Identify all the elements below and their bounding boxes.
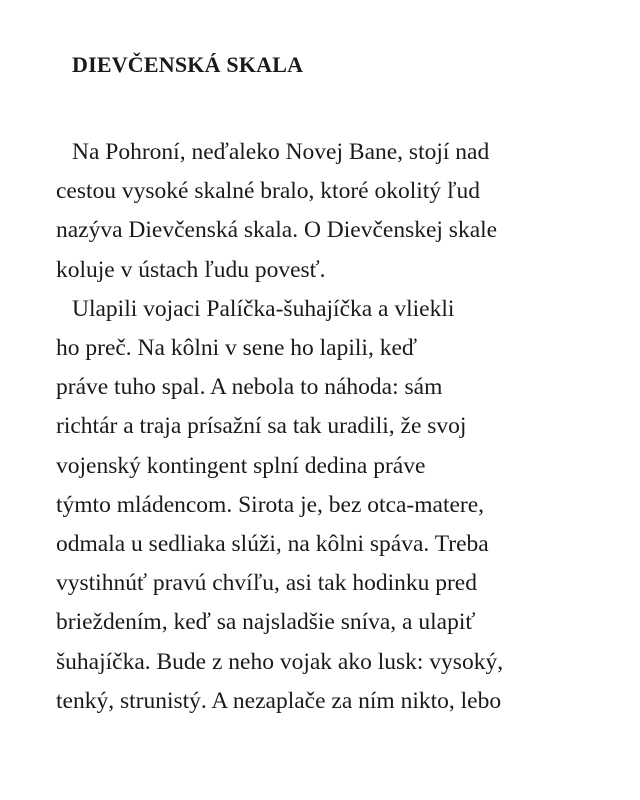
text-line: cestou vysoké skalné bralo, ktoré okolitý ľud	[56, 178, 480, 205]
text-line: nazýva Dievčenská skala. O Dievčenskej skale	[56, 217, 498, 244]
story-title: DIEVČENSKÁ SKALA	[72, 52, 304, 77]
text-line: odmala u sedliaka slúži, na kôlni spáva. Treba	[56, 531, 489, 558]
story-body	[56, 133, 586, 721]
text-line: práve tuho spal. A nebola to náhoda: sám	[56, 374, 443, 401]
text-line: Ulapili vojaci Palíčka-šuhajíčka a vliekli	[72, 295, 455, 322]
text-line: vojenský kontingent splní dedina práve	[56, 452, 426, 479]
text-line: koluje v ústach ľudu povesť.	[56, 256, 326, 283]
text-line: ho preč. Na kôlni v sene ho lapili, keď	[56, 335, 418, 362]
text-line: richtár a traja prísažní sa tak uradili, že svoj	[56, 413, 467, 440]
text-line: vystihnúť pravú chvíľu, asi tak hodinku pred	[56, 570, 477, 597]
text-line: brieždením, keď sa najsladšie sníva, a ulapiť	[56, 609, 476, 636]
text-line: šuhajíčka. Bude z neho vojak ako lusk: vysoký,	[56, 648, 504, 675]
text-line: tenký, strunistý. A nezaplače za ním nikto, lebo	[56, 687, 502, 714]
text-line: Na Pohroní, neďaleko Novej Bane, stojí nad	[72, 139, 490, 165]
text-line: týmto mládencom. Sirota je, bez otca-matere,	[56, 491, 485, 518]
